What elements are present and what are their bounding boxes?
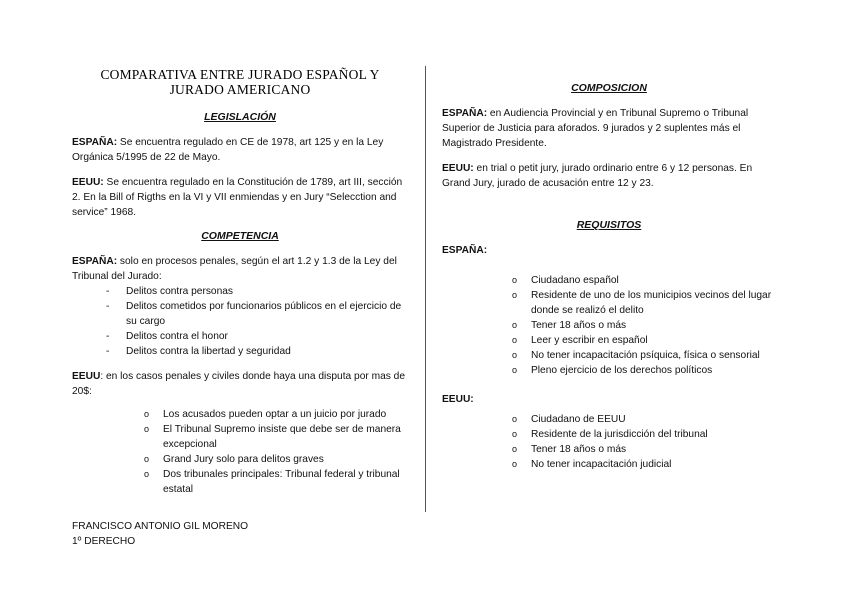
competencia-eeuu-paragraph [72,369,408,399]
competencia-eeuu-label: EEUU [72,371,101,382]
composicion-eeuu-paragraph [442,161,776,191]
competencia-espana-label: ESPAÑA: [72,256,118,267]
list-item: - Delitos cometidos por funcionarios públicos en el ejercicio de su cargo [106,301,402,327]
dash-bullet: - [106,301,110,312]
list-item: o No tener incapacitación judicial [512,459,672,470]
competencia-heading: COMPETENCIA [201,230,279,242]
column-divider [425,66,426,512]
circle-bullet: o [512,320,518,330]
competencia-espana-list [72,284,408,359]
list-item: o El Tribunal Supremo insiste que debe ser de manera excepcional [144,424,401,450]
legislacion-espana-label: ESPAÑA: [72,137,118,148]
document-title [72,67,408,97]
list-item: o Residente de la jurisdicción del tribunal [512,429,708,440]
circle-bullet: o [144,424,150,434]
requisitos-heading: REQUISITOS [576,219,642,231]
requisitos-eeuu-label: EEUU: [442,394,474,405]
circle-bullet: o [512,290,518,300]
list-item: o Pleno ejercicio de los derechos políticos [512,365,713,376]
circle-bullet: o [144,469,150,479]
title-line-1: COMPARATIVA ENTRE JURADO ESPAÑOL Y [100,67,380,82]
dash-bullet: - [106,331,110,342]
circle-bullet: o [512,365,518,375]
legislacion-eeuu-paragraph [72,175,408,220]
legislacion-eeuu-label: EEUU: [72,177,104,188]
list-item: o Los acusados pueden optar a un juicio por jurado [144,409,387,420]
competencia-espana-paragraph [72,254,408,284]
competencia-eeuu-list [72,407,408,497]
circle-bullet: o [512,275,518,285]
circle-bullet: o [512,350,518,360]
circle-bullet: o [144,454,150,464]
dash-bullet: - [106,346,110,357]
requisitos-espana-label-line [442,243,776,258]
list-item: - Delitos contra personas [106,286,234,297]
circle-bullet: o [512,444,518,454]
composicion-eeuu-label: EEUU: [442,163,474,174]
competencia-eeuu-text: : en los casos penales y civiles donde haya una disputa por mas de 20$: [72,371,405,397]
list-item: o Ciudadano español [512,275,619,286]
list-item: o Ciudadano de EEUU [512,414,626,425]
list-item: o Leer y escribir en español [512,335,648,346]
composicion-espana-label: ESPAÑA: [442,108,488,119]
circle-bullet: o [144,409,150,419]
composicion-heading: COMPOSICION [571,82,647,94]
composicion-espana-text: en Audiencia Provincial y en Tribunal Supremo o Tribunal Superior de Justicia para aforados. 9 jurados y 2 suplentes más el Magistrado Presidente. [442,108,749,149]
requisitos-espana-list [442,273,776,378]
legislacion-espana-text: Se encuentra regulado en CE de 1978, art 125 y en la Ley Orgánica 5/1995 de 22 de Mayo. [72,137,384,163]
circle-bullet: o [512,335,518,345]
author-signature [72,519,248,549]
circle-bullet: o [512,414,518,424]
circle-bullet: o [512,459,518,469]
list-item: - Delitos contra el honor [106,331,228,342]
composicion-espana-paragraph [442,106,776,151]
title-line-2: JURADO AMERICANO [169,82,311,97]
dash-bullet: - [106,286,110,297]
right-column [442,82,776,472]
competencia-espana-text: solo en procesos penales, según el art 1.2 y 1.3 de la Ley del Tribunal del Jurado: [72,256,397,282]
legislacion-espana-paragraph [72,135,408,165]
legislacion-eeuu-text: Se encuentra regulado en la Constitución de 1789, art III, sección 2. En la Bill of Rigths en la VI y VII enmiendas y en Jury “Selecction and service” 1968. [72,177,403,218]
composicion-eeuu-text: en trial o petit jury, jurado ordinario entre 6 y 12 personas. En Grand Jury, jurado de acusación entre 12 y 23. [442,163,753,189]
requisitos-espana-label: ESPAÑA: [442,245,488,256]
list-item: o No tener incapacitación psíquica, física o sensorial [512,350,760,361]
list-item: - Delitos contra la libertad y seguridad [106,346,291,357]
list-item: o Grand Jury solo para delitos graves [144,454,324,465]
list-item: o Tener 18 años o más [512,320,627,331]
author-name: FRANCISCO ANTONIO GIL MORENO [72,521,249,532]
legislacion-heading: LEGISLACIÓN [204,111,276,123]
list-item: o Dos tribunales principales: Tribunal federal y tribunal estatal [144,469,400,495]
left-column [72,67,408,497]
requisitos-eeuu-list [442,412,776,472]
requisitos-eeuu-label-line [442,392,776,407]
author-course: 1º DERECHO [72,536,136,547]
circle-bullet: o [512,429,518,439]
list-item: o Tener 18 años o más [512,444,627,455]
list-item: o Residente de uno de los municipios vecinos del lugar donde se realizó el delito [512,290,772,316]
